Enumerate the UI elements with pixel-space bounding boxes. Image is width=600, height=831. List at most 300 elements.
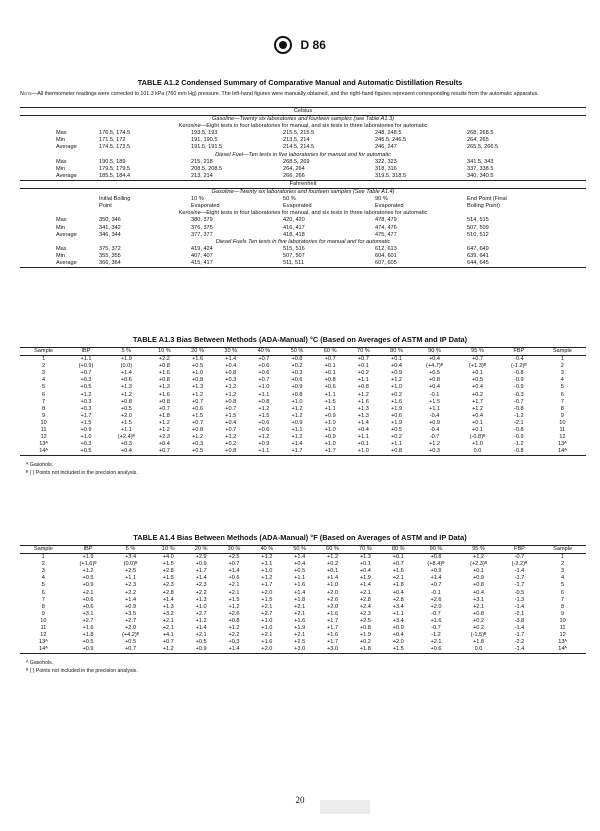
cell-value: 215.5, 215.5 (283, 130, 315, 137)
bias-value: +1.2 (291, 405, 303, 412)
bias-value: +1.2 (258, 405, 270, 412)
row-label: Max (56, 158, 67, 165)
bias-value: +0.4 (392, 589, 404, 596)
bias-value: (-0.8)ᴮ (469, 434, 486, 441)
table-row (20, 611, 586, 618)
bias-value: +1.6 (392, 568, 404, 575)
col-header: 20 % (185, 546, 218, 554)
bias-value: +2.5 (294, 639, 306, 646)
cell-value: 264, 265 (467, 137, 489, 144)
sample-label: 3 (42, 370, 46, 377)
col-header: Sample (539, 348, 586, 356)
cell-value: 514, 515 (467, 217, 489, 224)
sample-label: 13ᴬ (558, 639, 567, 646)
cell-value: 475, 477 (375, 231, 397, 238)
bias-value: +1.0 (324, 419, 336, 426)
bias-value: +2.5 (228, 554, 240, 561)
bias-value: +1.5 (382, 646, 415, 654)
bias-value: +3.4 (392, 617, 404, 624)
bias-value: +0.9 (291, 419, 303, 426)
bias-value: +1.0 (347, 448, 380, 456)
table-row (20, 399, 586, 406)
sample-label: 11 (559, 625, 566, 632)
bias-value: +1.4 (430, 575, 442, 582)
table-row (20, 575, 586, 582)
bias-value: -0.8 (499, 448, 539, 456)
cell-value: 607, 605 (374, 260, 466, 268)
sample-label: 11 (40, 427, 47, 434)
bias-value: +2.0 (125, 625, 137, 632)
sample-label: 1 (41, 554, 45, 561)
table-a13-header-row (20, 348, 586, 356)
bias-value: -0.9 (514, 377, 524, 384)
bias-value: +0.4 (225, 363, 237, 370)
sample-label: 14ᴬ (20, 646, 67, 654)
summary-row (20, 246, 586, 253)
col-header: 50 % (283, 546, 316, 554)
bias-value: +1.5 (162, 575, 174, 582)
col-header: Boiling Point) (467, 203, 500, 210)
bias-value: +1.7 (195, 568, 207, 575)
bias-value: +1.2 (120, 391, 132, 398)
bias-value: +1.5 (261, 596, 273, 603)
col-header: Sample (539, 546, 586, 554)
col-header: 10 % (152, 546, 185, 554)
bias-value: +0.5 (429, 370, 441, 377)
cell-value: 265.5, 266.5 (467, 144, 499, 151)
bias-value: +1.0 (390, 384, 402, 391)
bias-value: +2.8 (162, 568, 174, 575)
bias-value: -1.4 (514, 625, 525, 632)
summary-row (20, 173, 586, 181)
bias-value: +2.5 (125, 568, 137, 575)
bias-value: +1.8 (392, 582, 404, 589)
bias-value: +2.1 (472, 603, 485, 610)
bias-value: -0.7 (514, 398, 524, 405)
bias-value: +2.6 (327, 596, 339, 603)
col-header: 70 % (349, 546, 382, 554)
cell-value: 191, 190.5 (191, 137, 218, 144)
bias-value: +0.4 (471, 384, 483, 391)
table-a12-note (20, 91, 585, 98)
table-row (20, 646, 586, 654)
bias-value: +1.7 (327, 625, 339, 632)
sample-label: 10 (40, 419, 47, 426)
sample-label: 2 (42, 363, 46, 370)
sample-label: 5 (560, 384, 564, 391)
sample-label: 4 (41, 575, 45, 582)
cell-value: 214.5, 214.5 (283, 144, 315, 151)
col-header: Evaporated (375, 203, 404, 210)
summary-row (20, 166, 586, 173)
bias-value: +0.2 (390, 391, 402, 398)
bias-value: +0.5 (181, 448, 214, 456)
sample-label: 14ᴬ (539, 646, 586, 654)
col-header: 60 % (314, 348, 347, 356)
bias-value: +0.3 (80, 377, 92, 384)
bias-value: +2.3 (158, 434, 170, 441)
bias-value: +2.3 (125, 582, 137, 589)
bias-value: +1.2 (152, 646, 185, 654)
bias-value: +1.4 (195, 625, 207, 632)
bias-value: +2.7 (261, 610, 273, 617)
bias-value: -1.7 (514, 575, 525, 582)
sample-label: 9 (42, 412, 46, 419)
bias-value: +1.2 (258, 434, 270, 441)
sample-label: 13ᴬ (557, 441, 567, 448)
bias-value: +0.8 (324, 377, 336, 384)
bias-value: +1.6 (294, 582, 306, 589)
bias-value: +0.5 (195, 639, 207, 646)
table-a13-title: TABLE A1.3 Bias Between Methods (ADA-Manual) °C (Based on Averages of ASTM and IP Data) (132, 335, 468, 344)
bias-value: +1.5 (429, 398, 441, 405)
bias-value: +1.7 (280, 448, 313, 456)
cell-value: 264, 264 (283, 165, 305, 172)
bias-value: -0.3 (514, 391, 524, 398)
cell-value: 193.5, 193 (191, 130, 218, 137)
bias-value: +0.7 (258, 356, 270, 363)
bias-value: +1.2 (225, 434, 237, 441)
bias-value: +0.4 (294, 561, 306, 568)
sample-label: 7 (560, 398, 564, 405)
bias-value: +1.2 (472, 554, 485, 561)
table-row (20, 377, 586, 384)
bias-value: +0.2 (472, 625, 485, 632)
bias-value: +0.4 (225, 419, 237, 426)
cell-value: 416, 417 (283, 224, 305, 231)
bias-value: +1.8 (472, 639, 485, 646)
bias-value: +1.8 (294, 596, 306, 603)
summary-row (20, 225, 586, 232)
fahrenheit-heading: Fahrenheit (20, 180, 586, 188)
summary-row (20, 130, 586, 137)
bias-value: +0.5 (192, 363, 204, 370)
sample-label: 3 (561, 568, 565, 575)
bias-value: +0.1 (327, 568, 339, 575)
table-row (20, 356, 586, 364)
bias-value: +0.9 (291, 384, 303, 391)
bias-value: -3.8 (514, 617, 525, 624)
bias-value: +0.7 (324, 356, 336, 363)
table-row (20, 625, 586, 632)
c-diesel-section: Diesel Fuel—Ten tests in five laboratories for manual and for automatic (215, 151, 391, 158)
bias-value: -1.2 (431, 632, 441, 639)
bias-value: +1.2 (327, 554, 339, 561)
bias-value: +1.3 (158, 384, 170, 391)
bias-value: -0.1 (431, 589, 441, 596)
kerosine-label: Kerosine (178, 123, 201, 130)
col-header: IBP (67, 546, 110, 554)
bias-value: +0.5 (471, 377, 483, 384)
bias-value: +2.1 (162, 625, 174, 632)
bias-value: -0.1 (429, 391, 440, 398)
table-a13-body (20, 356, 586, 456)
bias-value: +0.7 (225, 427, 237, 434)
sample-label: 4 (42, 377, 46, 384)
bias-value: +1.2 (158, 427, 170, 434)
bias-value: -0.8 (514, 405, 524, 412)
row-label: Min (56, 137, 66, 144)
table-row (20, 384, 586, 391)
bias-value: +0.7 (158, 405, 170, 412)
bias-value: +1.6 (390, 398, 402, 405)
sample-label: 8 (561, 603, 565, 610)
table-a14-footnote-b: ᴮ ( ) Points not included in the precision analysis. (26, 668, 138, 674)
bias-value: +0.8 (120, 398, 132, 405)
summary-row (20, 260, 586, 268)
bias-value: +3.1 (472, 596, 485, 603)
bias-value: +1.1 (392, 610, 404, 617)
astm-logo-icon (274, 36, 292, 54)
col-header: 80 % (382, 546, 415, 554)
bias-value: +1.0 (192, 370, 204, 377)
bias-value: +1.0 (327, 582, 339, 589)
bias-value: +2.1 (162, 617, 174, 624)
cell-value: 418, 418 (283, 231, 305, 238)
kerosine-desc: —Eight tests in four laboratories for manual, and six tests in three laboratories for automatic (200, 210, 428, 217)
table-row (20, 554, 586, 562)
row-label: Average (56, 144, 77, 151)
cell-value: 268, 268.5 (467, 130, 494, 137)
col-header: 70 % (347, 348, 380, 356)
bias-value: +1.5 (192, 412, 204, 419)
bias-value: +1.0 (261, 625, 273, 632)
bias-value: -0.9 (514, 384, 524, 391)
col-header: 50 % (280, 348, 313, 356)
kerosine-desc: —Eight tests in four laboratories for manual, and six tests in three laboratories for automatic (200, 123, 428, 130)
bias-value: +1.0 (261, 568, 273, 575)
cell-value: 174.5, 173.5 (99, 144, 131, 151)
bias-value: +1.6 (192, 356, 204, 363)
col-header: 40 % (247, 348, 280, 356)
bias-value: +0.1 (471, 427, 483, 434)
f-header-row-2 (20, 203, 586, 210)
bias-value: (+1.6)ᴮ (79, 561, 97, 568)
bias-value: +0.5 (80, 384, 92, 391)
cell-value: 419, 424 (191, 245, 213, 252)
bias-value: +1.1 (125, 575, 137, 582)
table-row (20, 604, 586, 611)
bias-value: +0.7 (258, 377, 270, 384)
col-header: Initial Boiling (99, 196, 131, 203)
bias-value: +1.6 (327, 610, 339, 617)
bias-value: +0.5 (82, 639, 94, 646)
sample-label: 7 (41, 596, 45, 603)
row-label: Average (20, 260, 98, 268)
bias-value: +0.8 (192, 377, 204, 384)
bias-value: +0.4 (471, 412, 483, 419)
bias-value: +2.0 (120, 412, 132, 419)
bias-value: +0.4 (429, 384, 441, 391)
sample-label: 2 (561, 561, 565, 568)
col-header: Evaporated (283, 203, 312, 210)
bias-value: +0.6 (258, 427, 270, 434)
bias-value: -1.7 (514, 632, 525, 639)
cell-value: 215, 218 (191, 158, 213, 165)
cell-value: 350, 346 (99, 217, 121, 224)
bias-value: (-1.5)ᴮ (470, 632, 487, 639)
bias-value: +1.2 (158, 419, 170, 426)
bias-value: +1.0 (261, 617, 273, 624)
bias-value: +0.2 (472, 617, 485, 624)
bias-value: +2.5 (359, 617, 371, 624)
cell-value: 366, 364 (98, 260, 190, 268)
cell-value: 511, 511 (282, 260, 374, 268)
sample-label: 2 (560, 363, 564, 370)
sample-label: 2 (41, 561, 45, 568)
bias-value: +0.9 (324, 412, 336, 419)
sample-label: 5 (561, 582, 565, 589)
bias-value: +3.2 (162, 610, 174, 617)
bias-value: +2.7 (82, 617, 94, 624)
bias-value: +0.1 (471, 370, 483, 377)
summary-row (20, 253, 586, 260)
col-header: 60 % (316, 546, 349, 554)
bias-value: +3.0 (283, 646, 316, 654)
bias-value: +0.9 (67, 646, 110, 654)
bias-value: +0.8 (430, 554, 442, 561)
bias-value: +0.6 (415, 646, 458, 654)
bias-value: +0.5 (125, 639, 137, 646)
bias-value: +1.5 (225, 412, 237, 419)
bias-value: +0.4 (472, 589, 485, 596)
bias-value: +0.2 (291, 363, 303, 370)
bias-value: (-2.2)ᴮ (511, 561, 528, 568)
sample-label: 1 (561, 554, 565, 561)
bias-value: +0.7 (80, 370, 92, 377)
bias-value: +1.4 (125, 596, 137, 603)
sample-label: 13ᴬ (39, 441, 48, 448)
cell-value: 474, 476 (375, 224, 397, 231)
bias-value: +1.6 (158, 370, 170, 377)
bias-value: +0.5 (82, 575, 94, 582)
bias-value: +1.2 (357, 391, 369, 398)
bias-value: +0.2 (225, 441, 237, 448)
bias-value: +0.8 (258, 398, 270, 405)
bias-value: +1.9 (390, 405, 402, 412)
bias-value: +1.8 (349, 646, 382, 654)
c-gasoline-section: Gasoline—Twenty six laboratories and fourteen samples (see Table A1.3) (212, 116, 394, 123)
bias-value: +0.8 (359, 625, 371, 632)
bias-value: (0.0)ᴮ (123, 561, 138, 568)
bias-value: +1.7 (261, 582, 273, 589)
sample-label: 10 (40, 617, 47, 624)
bias-value: +4.1 (162, 632, 174, 639)
bias-value: +1.4 (294, 554, 306, 561)
cell-value: 318, 316 (375, 165, 397, 172)
cell-value: 319.5, 318.5 (375, 172, 407, 179)
cell-value: 171.5, 172 (99, 137, 126, 144)
bias-value: +2.0 (327, 589, 339, 596)
bias-value: +1.1 (261, 561, 273, 568)
bias-value: +0.8 (380, 448, 413, 456)
bias-value: (+2.3)ᴮ (469, 561, 488, 568)
bias-value: +2.1 (228, 582, 240, 589)
bias-value: +0.7 (357, 356, 369, 363)
bias-value: +0.6 (258, 363, 270, 370)
table-a14-body (20, 554, 586, 654)
bias-value: +1.0 (291, 398, 303, 405)
bias-value: +0.8 (225, 370, 237, 377)
bias-value: +0.9 (125, 603, 137, 610)
bias-value: +2.3 (195, 582, 207, 589)
bias-value: +0.4 (158, 441, 170, 448)
col-header: 30 % (218, 546, 251, 554)
bias-value: +1.2 (225, 384, 237, 391)
table-row (20, 434, 586, 441)
bias-value: +0.3 (80, 398, 92, 405)
bias-value: +1.5 (324, 398, 336, 405)
cell-value: 515, 516 (283, 245, 305, 252)
bias-value: +1.4 (294, 589, 306, 596)
bias-value: +1.3 (120, 384, 132, 391)
bias-value: -0.7 (514, 554, 525, 561)
bias-value: (+4.7)ᴮ (425, 363, 444, 370)
bias-value: +1.4 (291, 441, 303, 448)
cell-value: 355, 355 (99, 252, 121, 259)
bias-value: +2.0 (392, 639, 404, 646)
bias-value: +0.3 (120, 441, 132, 448)
col-header: 90 % (375, 196, 388, 203)
table-row (20, 561, 586, 568)
col-header: 10 % (148, 348, 181, 356)
bias-value: +0.8 (158, 398, 170, 405)
bias-value: -0.4 (429, 412, 440, 419)
sample-label: 12 (559, 632, 566, 639)
col-header: Point (99, 203, 112, 210)
bias-value: +0.1 (392, 554, 404, 561)
bias-value: +0.7 (430, 582, 442, 589)
cell-value: 213.5, 214 (283, 137, 310, 144)
sample-label: 12 (40, 632, 47, 639)
bias-value: +2.1 (228, 589, 240, 596)
bias-value: +0.3 (80, 405, 92, 412)
table-row (20, 420, 586, 427)
table-row (20, 582, 586, 589)
bias-value: +0.2 (357, 370, 369, 377)
bias-value: +2.2 (228, 632, 240, 639)
sample-label: 12 (40, 434, 47, 441)
sample-label: 3 (41, 568, 45, 575)
cell-value: 507, 507 (283, 252, 305, 259)
bias-value: +1.2 (195, 617, 207, 624)
col-header: End Point (Final (467, 196, 507, 203)
cell-value: 266, 266 (283, 172, 305, 179)
note-lead: Note (20, 91, 33, 97)
table-a14 (20, 545, 586, 654)
col-header: Sample (20, 348, 67, 356)
bias-value: +1.0 (324, 441, 336, 448)
sample-label: 9 (561, 610, 565, 617)
table-row (20, 406, 586, 413)
bias-value: +2.6 (228, 610, 240, 617)
row-label: Average (56, 172, 77, 179)
bias-value: +1.6 (357, 398, 369, 405)
bias-value: +1.4 (195, 575, 207, 582)
bias-value: -0.8 (514, 427, 524, 434)
sample-label: 14ᴬ (20, 448, 67, 456)
bias-value: +0.9 (82, 582, 94, 589)
bias-value: +0.4 (105, 448, 148, 456)
cell-value: 639, 641 (467, 252, 489, 259)
sample-label: 14ᴬ (539, 448, 586, 456)
col-header: 5 % (109, 546, 152, 554)
bias-value: (+2.4)ᴮ (117, 434, 135, 441)
f-gasoline-section: Gasoline—Twenty six laboratories and fourteen samples (See Table A1.4) (211, 189, 395, 196)
cell-value: 415, 417 (190, 260, 282, 268)
bias-value: 0.0 (456, 448, 499, 456)
bias-value: (0.0) (120, 363, 133, 370)
